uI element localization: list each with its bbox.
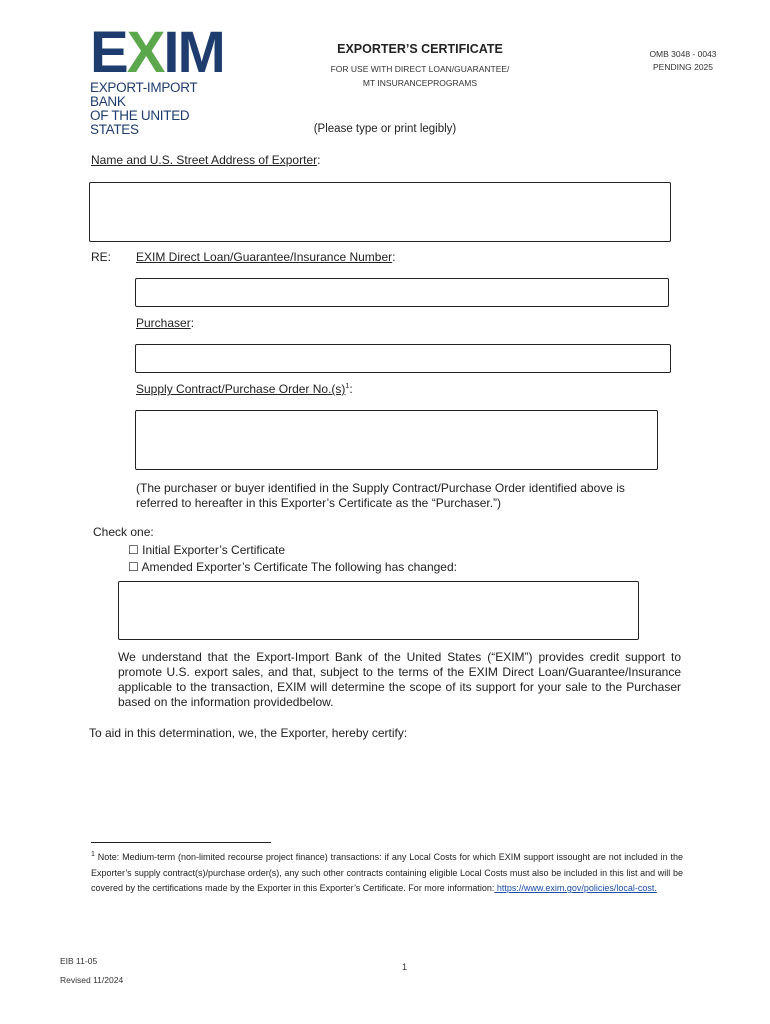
changed-field[interactable]: [118, 581, 639, 640]
logo-line-2: OF THE UNITED STATES: [90, 108, 190, 137]
subtitle-line-2: MT INSURANCEPROGRAMS: [362, 78, 478, 88]
local-cost-link[interactable]: https://www.exim.gov/policies/local-cost.: [494, 883, 657, 893]
contract-field[interactable]: [135, 410, 658, 470]
revised-date: Revised 11/2024: [60, 975, 124, 985]
number-label-row: [136, 250, 395, 264]
page-title: EXPORTER’S CERTIFICATE: [337, 42, 503, 56]
checkbox-icon[interactable]: ☐: [128, 543, 139, 557]
logo-letter-x: X: [126, 20, 164, 85]
purchaser-label: Purchaser: [136, 316, 191, 330]
logo-letters-im: IM: [163, 20, 224, 85]
understand-paragraph: We understand that the Export-Import Bank of the United States (“EXIM”) provides credit support to promote U.S. export sales, and that, subject to the terms of the EXIM Direct Loan/Guarantee/Insurance applicable to the transaction, EXIM will determine the scope of its support for your sale to the Purchaser based on the information providedbelow.: [118, 650, 681, 709]
footnote-text: Note: Medium-term (non-limited recourse project finance) transactions: if any Local Costs for which EXIM support issought are not included in the Exporter’s supply contract(s)/purchase order(s), any such other contracts containing eligible Local Costs must also be included in this list and will be covered by the certifications made by the Exporter in this Exporter’s Certificate. For more information:: [91, 852, 683, 893]
footnote-marker: 1: [91, 851, 95, 858]
number-colon: :: [392, 250, 396, 264]
omb-line-2: PENDING 2025: [653, 62, 713, 72]
option-amended[interactable]: [128, 560, 457, 574]
exporter-colon: :: [317, 153, 321, 167]
contract-label: Supply Contract/Purchase Order No.(s): [136, 382, 346, 396]
number-label: EXIM Direct Loan/Guarantee/Insurance Number: [136, 250, 393, 264]
option-amended-label: Amended Exporter’s Certificate: [141, 560, 308, 574]
exporter-address-field[interactable]: [89, 182, 671, 242]
subtitle-line-1: FOR USE WITH DIRECT LOAN/GUARANTEE/: [330, 64, 510, 74]
page-subtitle: [300, 62, 540, 90]
contract-label-row: [136, 382, 353, 396]
logo-letter-e: E: [90, 20, 127, 85]
footnote-divider: [91, 842, 271, 843]
exporter-label: Name and U.S. Street Address of Exporter: [91, 153, 318, 167]
certify-line: To aid in this determination, we, the Exporter, hereby certify:: [89, 726, 408, 740]
number-field[interactable]: [135, 278, 669, 307]
amended-changed-label: The following has changed:: [310, 560, 457, 574]
exim-logo: [90, 20, 230, 137]
option-initial[interactable]: [128, 543, 285, 557]
option-initial-label: Initial Exporter’s Certificate: [142, 543, 286, 557]
page-number: 1: [402, 962, 408, 972]
logo-wordmark: [90, 20, 230, 85]
omb-line-1: OMB 3048 - 0043: [649, 49, 717, 59]
check-one-label: Check one:: [93, 525, 154, 539]
purchaser-colon: :: [190, 316, 195, 330]
contract-footnote-ref: 1: [345, 383, 350, 390]
instructions: (Please type or print legibly): [313, 123, 457, 135]
checkbox-icon[interactable]: ☐: [128, 560, 139, 574]
footnote: [91, 847, 683, 897]
logo-line-1: EXPORT-IMPORT BANK: [90, 80, 198, 109]
form-id: EIB 11-05: [60, 956, 98, 966]
exporter-label-row: [91, 153, 320, 167]
contract-colon: :: [349, 382, 353, 396]
purchaser-note: (The purchaser or buyer identified in the Supply Contract/Purchase Order identified above is referred to hereafter in this Exporter’s Certificate as the “Purchaser.”): [136, 481, 625, 510]
purchaser-label-row: [136, 316, 194, 330]
omb-number: [628, 48, 738, 74]
purchaser-field[interactable]: [135, 344, 671, 373]
re-label: RE:: [91, 250, 112, 264]
